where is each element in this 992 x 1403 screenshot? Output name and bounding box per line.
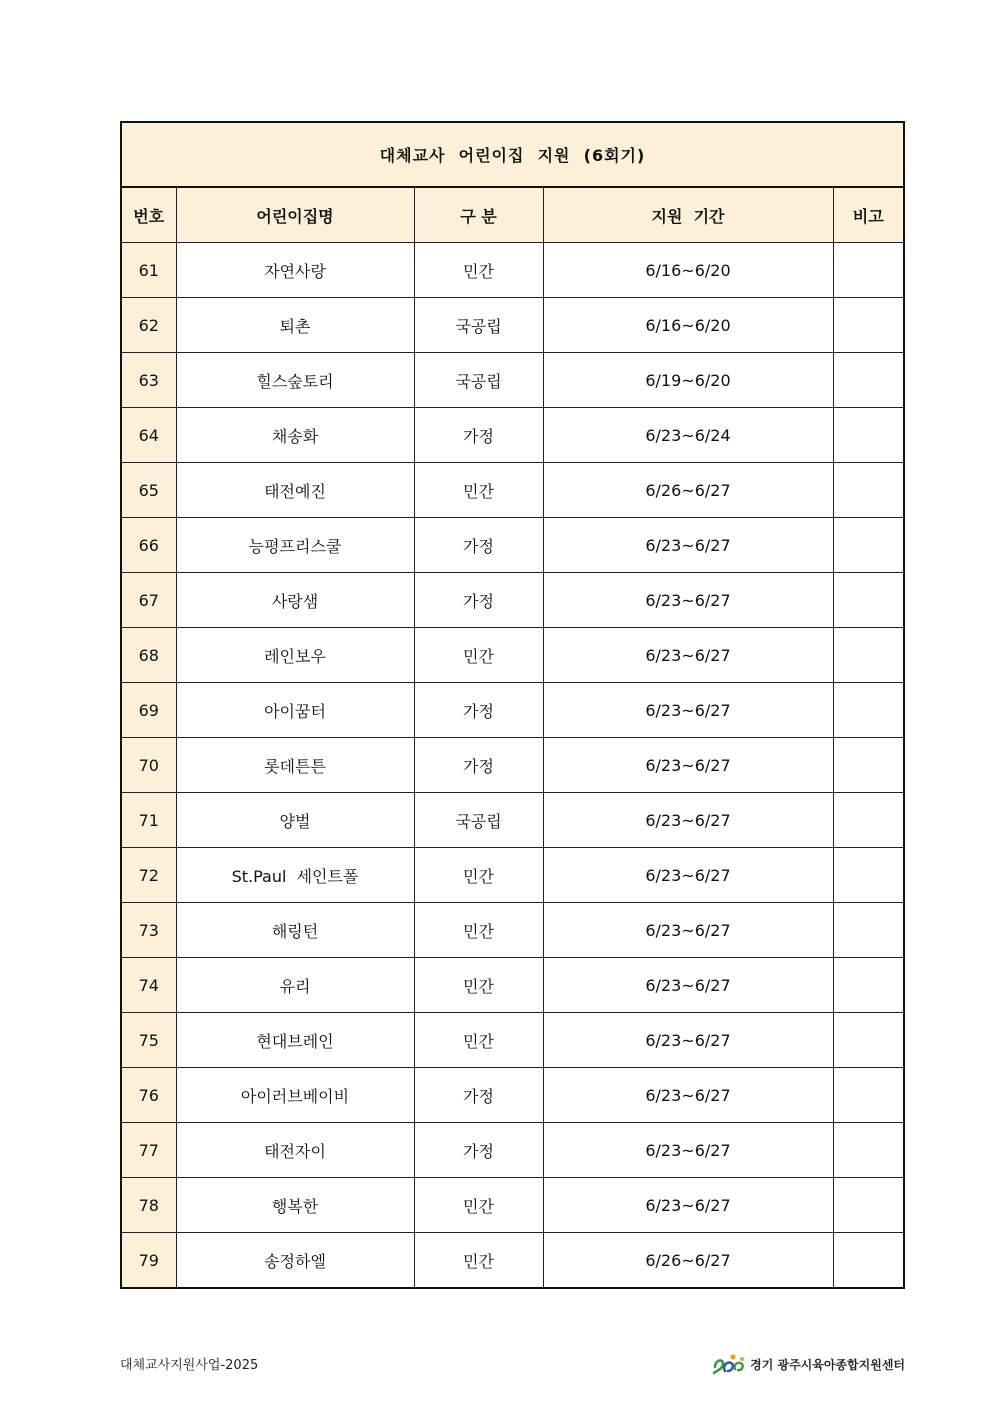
table-row <box>121 683 904 738</box>
row-note <box>833 353 904 408</box>
row-period: 6/23~6/27 <box>543 573 833 628</box>
table-row <box>121 518 904 573</box>
header-number: 번호 <box>121 187 176 243</box>
row-number: 63 <box>121 353 176 408</box>
row-type: 가정 <box>414 408 543 463</box>
row-number: 78 <box>121 1178 176 1233</box>
row-number: 79 <box>121 1233 176 1289</box>
table-row <box>121 408 904 463</box>
row-note <box>833 738 904 793</box>
row-number: 75 <box>121 1013 176 1068</box>
table-title: 대체교사 어린이집 지원 (6회기) <box>121 122 904 187</box>
header-type: 구 분 <box>414 187 543 243</box>
table-row <box>121 1068 904 1123</box>
row-daycare-name: 사랑샘 <box>176 573 414 628</box>
header-period: 지원 기간 <box>543 187 833 243</box>
row-period: 6/23~6/27 <box>543 903 833 958</box>
footer-org <box>700 1352 905 1376</box>
row-period: 6/23~6/27 <box>543 738 833 793</box>
row-note <box>833 628 904 683</box>
row-daycare-name: 아이러브베이비 <box>176 1068 414 1123</box>
row-number: 77 <box>121 1123 176 1178</box>
table-row <box>121 243 904 298</box>
row-daycare-name: 해링턴 <box>176 903 414 958</box>
row-period: 6/23~6/24 <box>543 408 833 463</box>
row-note <box>833 903 904 958</box>
support-table <box>120 121 905 1289</box>
row-type: 민간 <box>414 1178 543 1233</box>
row-number: 72 <box>121 848 176 903</box>
row-period: 6/23~6/27 <box>543 1123 833 1178</box>
table-row <box>121 1013 904 1068</box>
table-row <box>121 738 904 793</box>
table-row <box>121 848 904 903</box>
row-number: 70 <box>121 738 176 793</box>
row-type: 국공립 <box>414 793 543 848</box>
row-number: 73 <box>121 903 176 958</box>
row-note <box>833 1123 904 1178</box>
row-note <box>833 518 904 573</box>
row-type: 국공립 <box>414 353 543 408</box>
row-period: 6/23~6/27 <box>543 793 833 848</box>
table-row <box>121 1178 904 1233</box>
row-note <box>833 1233 904 1289</box>
footer-project-label: 대체교사지원사업-2025 <box>120 1358 259 1373</box>
row-type: 가정 <box>414 738 543 793</box>
row-number: 62 <box>121 298 176 353</box>
row-note <box>833 463 904 518</box>
row-period: 6/26~6/27 <box>543 1233 833 1289</box>
table-row <box>121 628 904 683</box>
row-note <box>833 1013 904 1068</box>
row-period: 6/23~6/27 <box>543 1178 833 1233</box>
row-period: 6/16~6/20 <box>543 243 833 298</box>
row-number: 69 <box>121 683 176 738</box>
row-note <box>833 573 904 628</box>
row-period: 6/23~6/27 <box>543 683 833 738</box>
row-type: 가정 <box>414 1068 543 1123</box>
row-number: 71 <box>121 793 176 848</box>
row-daycare-name: St.Paul 세인트폴 <box>176 848 414 903</box>
table-row <box>121 298 904 353</box>
header-note: 비고 <box>833 187 904 243</box>
table-row <box>121 1233 904 1289</box>
row-type: 가정 <box>414 518 543 573</box>
row-number: 61 <box>121 243 176 298</box>
row-daycare-name: 퇴촌 <box>176 298 414 353</box>
center-logo-icon <box>711 1352 747 1376</box>
row-note <box>833 683 904 738</box>
row-type: 민간 <box>414 1233 543 1289</box>
row-type: 민간 <box>414 463 543 518</box>
row-number: 76 <box>121 1068 176 1123</box>
row-daycare-name: 아이꿈터 <box>176 683 414 738</box>
row-note <box>833 243 904 298</box>
row-note <box>833 793 904 848</box>
footer-org-name: 경기 광주시육아종합지원센터 <box>750 1357 905 1372</box>
row-type: 민간 <box>414 243 543 298</box>
row-type: 민간 <box>414 848 543 903</box>
row-daycare-name: 태전자이 <box>176 1123 414 1178</box>
row-note <box>833 1068 904 1123</box>
row-number: 68 <box>121 628 176 683</box>
row-period: 6/26~6/27 <box>543 463 833 518</box>
row-period: 6/19~6/20 <box>543 353 833 408</box>
row-period: 6/16~6/20 <box>543 298 833 353</box>
table-body <box>121 243 904 1289</box>
row-note <box>833 298 904 353</box>
table-header-row <box>121 187 904 243</box>
row-period: 6/23~6/27 <box>543 848 833 903</box>
row-type: 민간 <box>414 958 543 1013</box>
row-period: 6/23~6/27 <box>543 628 833 683</box>
row-number: 64 <box>121 408 176 463</box>
row-daycare-name: 양벌 <box>176 793 414 848</box>
table-row <box>121 903 904 958</box>
row-daycare-name: 능평프리스쿨 <box>176 518 414 573</box>
row-number: 67 <box>121 573 176 628</box>
row-type: 민간 <box>414 628 543 683</box>
row-note <box>833 848 904 903</box>
row-period: 6/23~6/27 <box>543 1068 833 1123</box>
row-note <box>833 1178 904 1233</box>
row-period: 6/23~6/27 <box>543 958 833 1013</box>
row-daycare-name: 자연사랑 <box>176 243 414 298</box>
row-daycare-name: 힐스숲토리 <box>176 353 414 408</box>
row-daycare-name: 현대브레인 <box>176 1013 414 1068</box>
table-row <box>121 353 904 408</box>
row-type: 국공립 <box>414 298 543 353</box>
row-daycare-name: 송정하엘 <box>176 1233 414 1289</box>
row-period: 6/23~6/27 <box>543 518 833 573</box>
row-type: 민간 <box>414 903 543 958</box>
row-type: 민간 <box>414 1013 543 1068</box>
row-daycare-name: 롯데튼튼 <box>176 738 414 793</box>
row-number: 65 <box>121 463 176 518</box>
row-period: 6/23~6/27 <box>543 1013 833 1068</box>
row-daycare-name: 태전예진 <box>176 463 414 518</box>
row-number: 66 <box>121 518 176 573</box>
row-note <box>833 408 904 463</box>
row-note <box>833 958 904 1013</box>
row-daycare-name: 레인보우 <box>176 628 414 683</box>
table-row <box>121 463 904 518</box>
row-type: 가정 <box>414 683 543 738</box>
row-daycare-name: 채송화 <box>176 408 414 463</box>
row-daycare-name: 행복한 <box>176 1178 414 1233</box>
row-type: 가정 <box>414 1123 543 1178</box>
row-type: 가정 <box>414 573 543 628</box>
table-row <box>121 573 904 628</box>
table-row <box>121 1123 904 1178</box>
row-daycare-name: 유리 <box>176 958 414 1013</box>
header-name: 어린이집명 <box>176 187 414 243</box>
row-number: 74 <box>121 958 176 1013</box>
table-row <box>121 958 904 1013</box>
table-row <box>121 793 904 848</box>
